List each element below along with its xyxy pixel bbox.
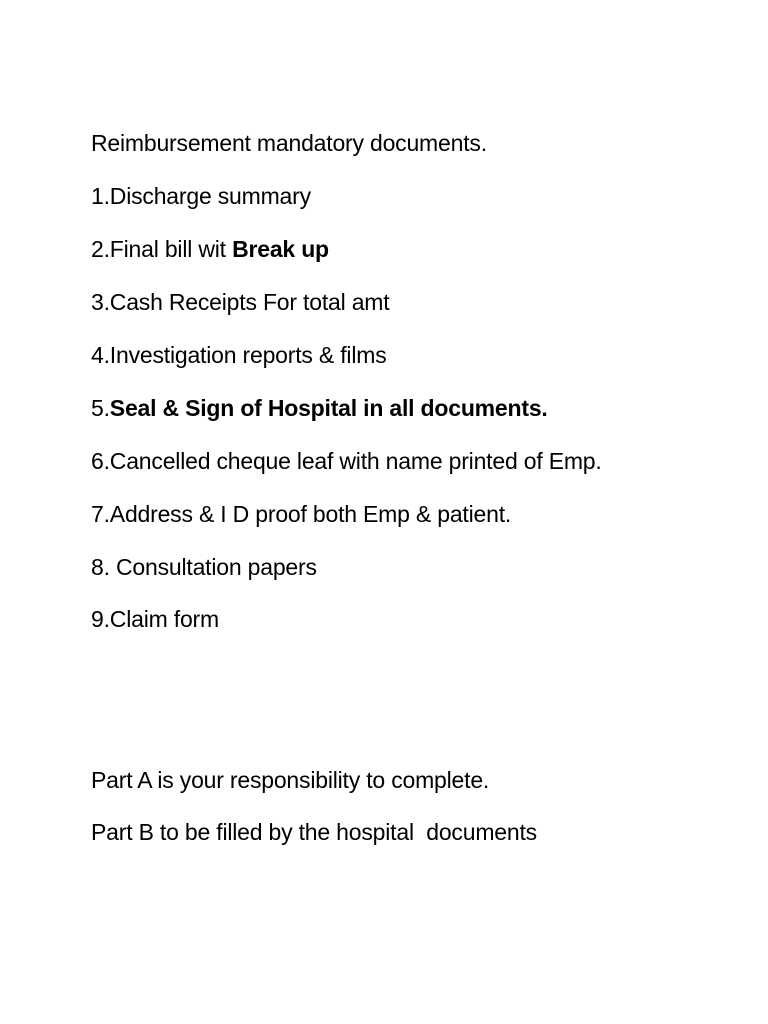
item-text: Consultation papers: [115, 554, 317, 580]
item-number: 8.: [91, 554, 116, 580]
item-number: 9.: [91, 606, 110, 632]
list-item: [91, 553, 317, 581]
item-number: 7.: [91, 501, 110, 527]
item-text: Investigation reports & films: [109, 342, 387, 368]
item-number: 3.: [91, 289, 110, 315]
list-item: [91, 235, 329, 263]
note-part-a: Part A is your responsibility to complete.: [91, 767, 490, 793]
item-bold-text: Seal & Sign of Hospital in all documents.: [109, 395, 548, 421]
item-text: Cash Receipts For total amt: [109, 289, 390, 315]
note-part-b: Part B to be filled by the hospital documents: [91, 819, 537, 845]
item-number: 2.: [91, 236, 110, 262]
list-item: [91, 394, 548, 422]
list-item: [91, 447, 602, 475]
item-text: Discharge summary: [109, 183, 311, 209]
item-number: 4.: [91, 342, 110, 368]
list-item: [91, 341, 387, 369]
item-number: 5.: [91, 395, 110, 421]
item-text: Claim form: [109, 606, 219, 632]
list-item: [91, 500, 511, 528]
item-number: 1.: [91, 183, 110, 209]
list-item: [91, 605, 219, 633]
list-item: [91, 182, 311, 210]
item-bold-text: Break up: [232, 236, 329, 262]
item-text: Final bill wit: [109, 236, 233, 262]
document-heading: Reimbursement mandatory documents.: [91, 130, 487, 156]
list-item: [91, 288, 389, 316]
item-text: Cancelled cheque leaf with name printed of Emp.: [109, 448, 602, 474]
item-number: 6.: [91, 448, 110, 474]
item-text: Address & I D proof both Emp & patient.: [109, 501, 512, 527]
